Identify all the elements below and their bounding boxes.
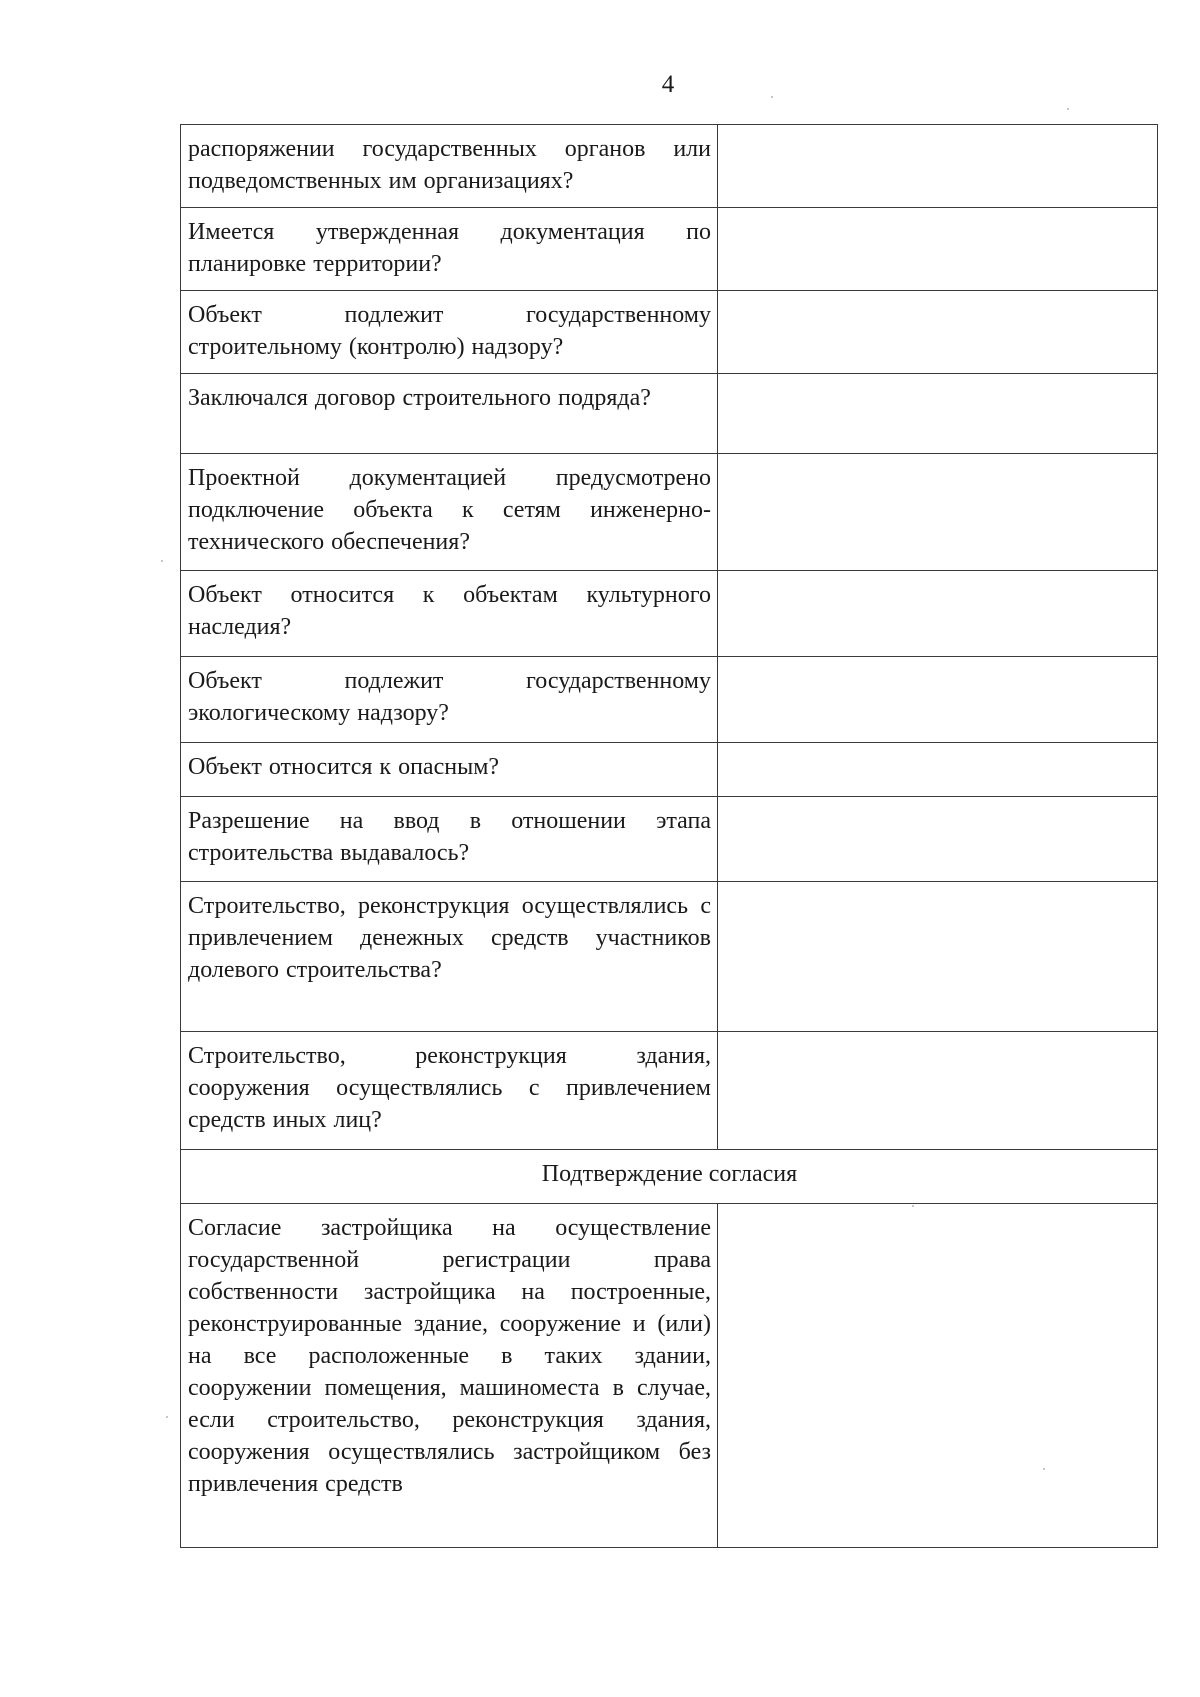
scan-speck <box>1043 1468 1045 1470</box>
scan-speck <box>1067 108 1069 110</box>
question-text: Заключался договор строительного подряда? <box>188 385 651 411</box>
question-text: Объект подлежит государственному экологическому надзору? <box>188 668 711 726</box>
scan-speck <box>166 1416 168 1418</box>
question-text: Имеется утвержденная документация по планировке территории? <box>188 219 711 277</box>
question-text: Разрешение на ввод в отношении этапа строительства выдавалось? <box>188 808 711 866</box>
answer-cell[interactable] <box>718 374 1158 454</box>
table-row <box>181 208 1158 291</box>
question-cell <box>181 1204 718 1548</box>
answer-cell[interactable] <box>718 454 1158 571</box>
answer-cell[interactable] <box>718 657 1158 743</box>
question-text: Объект относится к объектам культурного наследия? <box>188 582 711 640</box>
question-text: Строительство, реконструкция здания, сооружения осуществлялись с привлечением средств иных лиц? <box>188 1043 711 1133</box>
scan-speck <box>161 560 163 562</box>
question-cell <box>181 743 718 797</box>
question-cell <box>181 657 718 743</box>
question-cell <box>181 454 718 571</box>
question-cell <box>181 125 718 208</box>
table-row <box>181 374 1158 454</box>
table-row <box>181 1032 1158 1150</box>
question-cell <box>181 571 718 657</box>
table-row <box>181 657 1158 743</box>
answer-cell[interactable] <box>718 743 1158 797</box>
answer-cell[interactable] <box>718 125 1158 208</box>
answer-cell[interactable] <box>718 208 1158 291</box>
question-cell <box>181 374 718 454</box>
table-row <box>181 743 1158 797</box>
question-text: Проектной документацией предусмотрено подключение объекта к сетям инженерно-технического обеспечения? <box>188 465 711 555</box>
answer-cell[interactable] <box>718 797 1158 882</box>
table-row <box>181 125 1158 208</box>
answer-cell[interactable] <box>718 1032 1158 1150</box>
scan-speck <box>912 1205 914 1207</box>
question-text: Строительство, реконструкция осуществлялись с привлечением денежных средств участников долевого строительства? <box>188 893 711 983</box>
table-row <box>181 1204 1158 1548</box>
question-text: распоряжении государственных органов или подведомственных им организациях? <box>188 136 711 194</box>
questionnaire-table-body <box>181 125 1158 1548</box>
questionnaire-table <box>180 124 1158 1548</box>
table-row <box>181 882 1158 1032</box>
table-row <box>181 797 1158 882</box>
table-row <box>181 291 1158 374</box>
answer-cell[interactable] <box>718 1204 1158 1548</box>
question-text: Объект подлежит государственному строительному (контролю) надзору? <box>188 302 711 360</box>
question-text: Согласие застройщика на осуществление государственной регистрации права собственности застройщика на построенные, реконструированные здание, сооружение и (или) на все расположенные в таких здании, сооружении помещения, машиноместа в случае, если строительство, реконструкция здания, сооружения осуществлялись застройщиком без привлечения средств <box>188 1215 711 1497</box>
answer-cell[interactable] <box>718 571 1158 657</box>
answer-cell[interactable] <box>718 882 1158 1032</box>
answer-cell[interactable] <box>718 291 1158 374</box>
question-cell <box>181 208 718 291</box>
table-row <box>181 454 1158 571</box>
table-row <box>181 571 1158 657</box>
question-cell <box>181 1032 718 1150</box>
question-text: Объект относится к опасным? <box>188 754 500 780</box>
question-cell <box>181 882 718 1032</box>
scan-speck <box>771 96 773 98</box>
section-header-row <box>181 1150 1158 1204</box>
question-cell <box>181 291 718 374</box>
question-cell <box>181 797 718 882</box>
page-number: 4 <box>661 71 675 98</box>
section-header: Подтверждение согласия <box>181 1150 1158 1204</box>
